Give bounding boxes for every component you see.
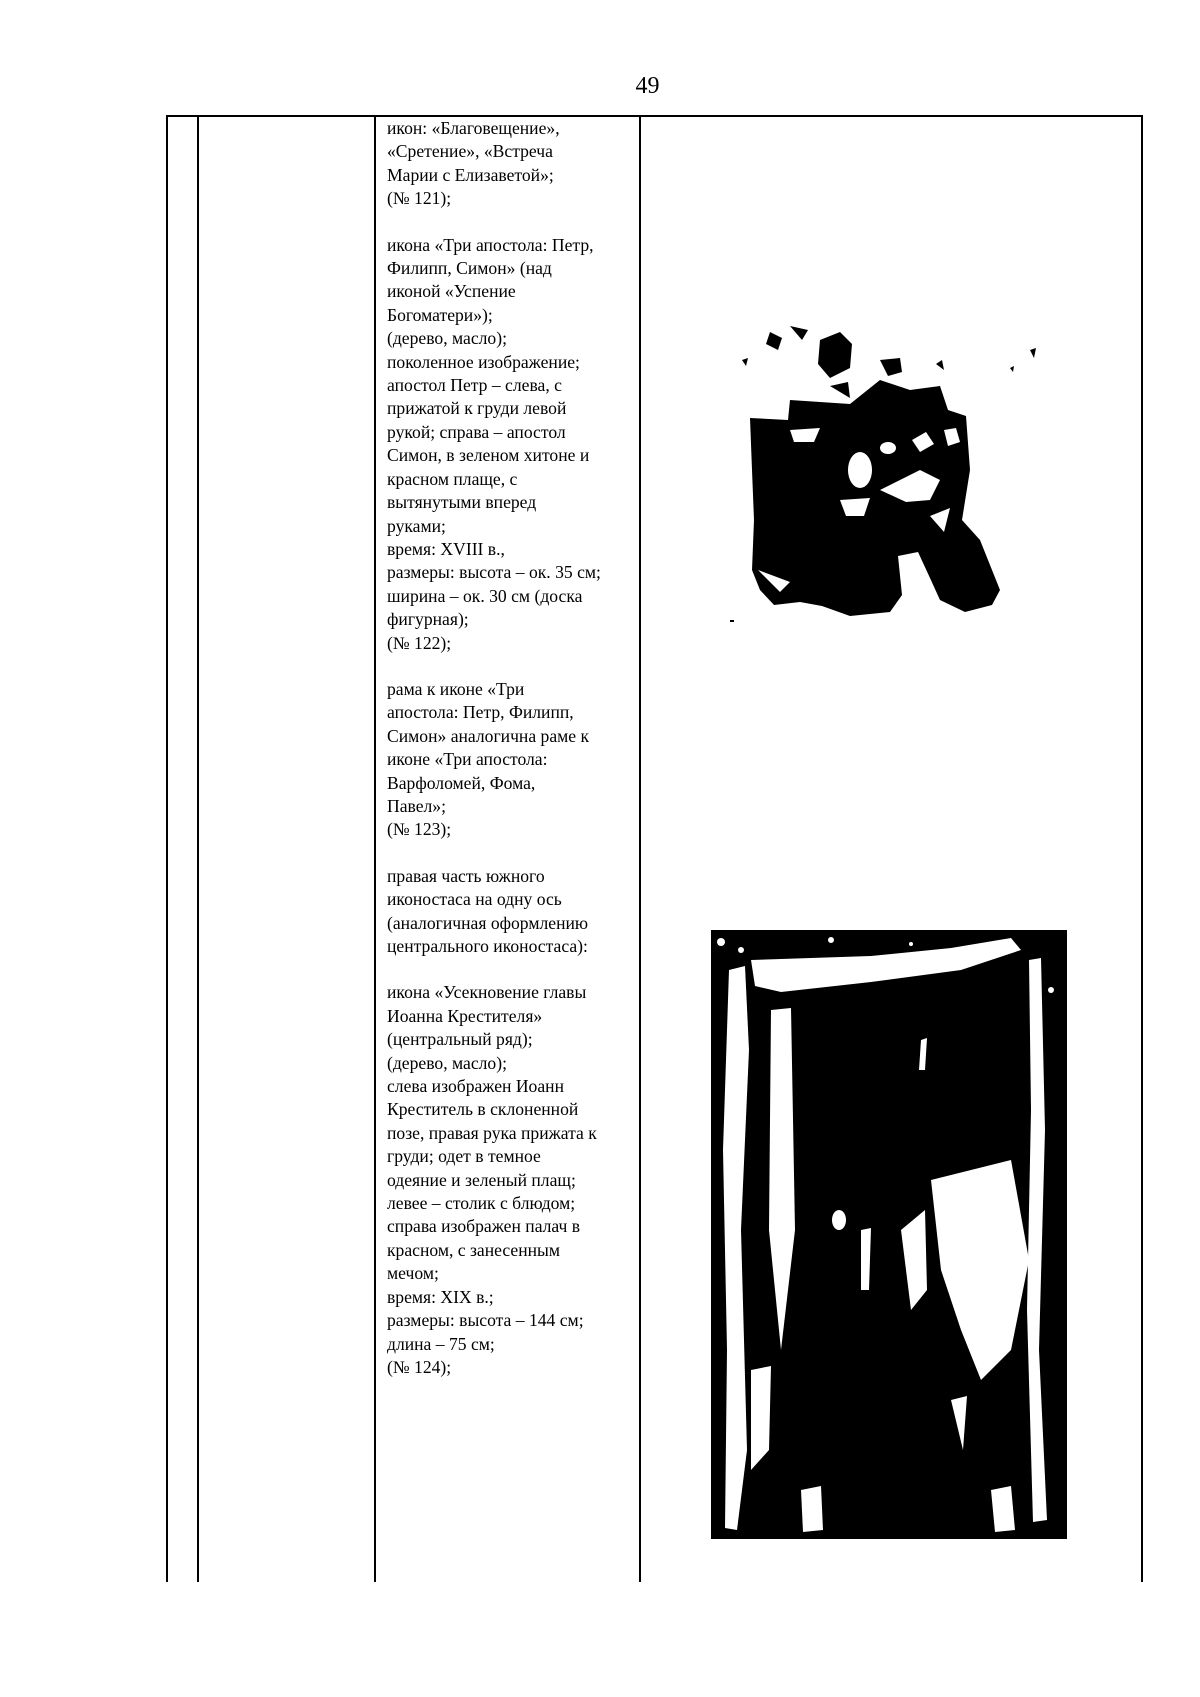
entry-line: вытянутыми вперед — [387, 492, 537, 513]
entry-line: размеры: высота – ок. 35 см; — [387, 562, 601, 583]
entry-line: красном, с занесенным — [387, 1239, 561, 1260]
entry-line: (дерево, масло); — [387, 328, 507, 349]
entry-line: позе, правая рука прижата к — [387, 1122, 597, 1143]
entry-line: иконой «Успение — [387, 281, 516, 302]
entry-line: левее – столик с блюдом; — [387, 1193, 576, 1214]
entry-line: руками; — [387, 515, 446, 536]
entry-line: Павел»; — [387, 795, 446, 816]
table-col-border-2 — [197, 115, 199, 1582]
entry-line: груди; одет в темное — [387, 1146, 541, 1167]
entry-121 — [387, 117, 630, 211]
entry-line: слева изображен Иоанн — [387, 1076, 564, 1097]
entry-123 — [387, 678, 630, 842]
table-top-border — [166, 115, 1143, 117]
entry-line: иконе «Три апостола: — [387, 749, 548, 770]
entry-line: фигурная); — [387, 609, 469, 630]
table-col-border-1 — [166, 115, 168, 1582]
entry-line: правая часть южного — [387, 865, 545, 886]
icon-beheading-john-image — [711, 930, 1067, 1539]
entry-line: Филипп, Симон» (над — [387, 258, 552, 279]
entry-line: (дерево, масло); — [387, 1052, 507, 1073]
entry-line: мечом; — [387, 1263, 439, 1284]
entry-122 — [387, 234, 630, 655]
table-col-border-5 — [1141, 115, 1143, 1582]
entry-line: рукой; справа – апостол — [387, 421, 566, 442]
entry-line: (аналогичная оформлению — [387, 912, 589, 933]
entry-line: икона «Усекновение главы — [387, 982, 587, 1003]
icon-three-apostles-photo — [730, 320, 1060, 640]
entry-line: одеяние и зеленый плащ; — [387, 1169, 576, 1190]
entry-line: икона «Три апостола: Петр, — [387, 234, 594, 255]
entry-line: Варфоломей, Фома, — [387, 772, 536, 793]
table-col-border-3 — [374, 115, 376, 1582]
entry-line: длина – 75 см; — [387, 1333, 495, 1354]
entry-line: ширина – ок. 30 см (доска — [387, 585, 583, 606]
entry-line: (№ 122); — [387, 632, 452, 653]
entry-line: (№ 123); — [387, 819, 452, 840]
entry-line: Иоанна Крестителя» — [387, 1005, 543, 1026]
icon-three-apostles-image — [730, 320, 1060, 640]
entry-line: красном плаще, с — [387, 468, 518, 489]
entry-line: (центральный ряд); — [387, 1029, 533, 1050]
entry-line: Богоматери»); — [387, 304, 493, 325]
page-number: 49 — [635, 73, 660, 99]
entry-line: (№ 124); — [387, 1356, 452, 1377]
entry-line: иконостаса на одну ось — [387, 889, 562, 910]
entry-line: центрального иконостаса): — [387, 936, 588, 956]
entry-south-iconostasis — [387, 865, 630, 959]
entry-line: Креститель в склоненной — [387, 1099, 579, 1120]
table-col-border-4 — [639, 115, 641, 1582]
entry-line: Симон, в зеленом хитоне и — [387, 445, 590, 466]
entry-line: Марии с Елизаветой»; — [387, 164, 554, 185]
entry-line: время: XIX в.; — [387, 1286, 494, 1307]
entry-line: рама к иконе «Три — [387, 678, 525, 699]
entry-line: время: XVIII в., — [387, 538, 505, 559]
entry-line: Симон» аналогична раме к — [387, 725, 590, 746]
description-column — [387, 117, 630, 1402]
icon-beheading-john-photo — [711, 930, 1067, 1539]
entry-line: справа изображен палач в — [387, 1216, 581, 1237]
entry-line: «Сретение», «Встреча — [387, 141, 553, 162]
entry-line: апостол Петр – слева, с — [387, 375, 562, 396]
entry-line: (№ 121); — [387, 188, 452, 209]
entry-line: размеры: высота – 144 см; — [387, 1310, 584, 1331]
entry-line: поколенное изображение; — [387, 351, 580, 372]
entry-124 — [387, 981, 630, 1379]
entry-line: апостола: Петр, Филипп, — [387, 702, 574, 723]
entry-line: икон: «Благовещение», — [387, 118, 560, 138]
entry-line: прижатой к груди левой — [387, 398, 567, 419]
